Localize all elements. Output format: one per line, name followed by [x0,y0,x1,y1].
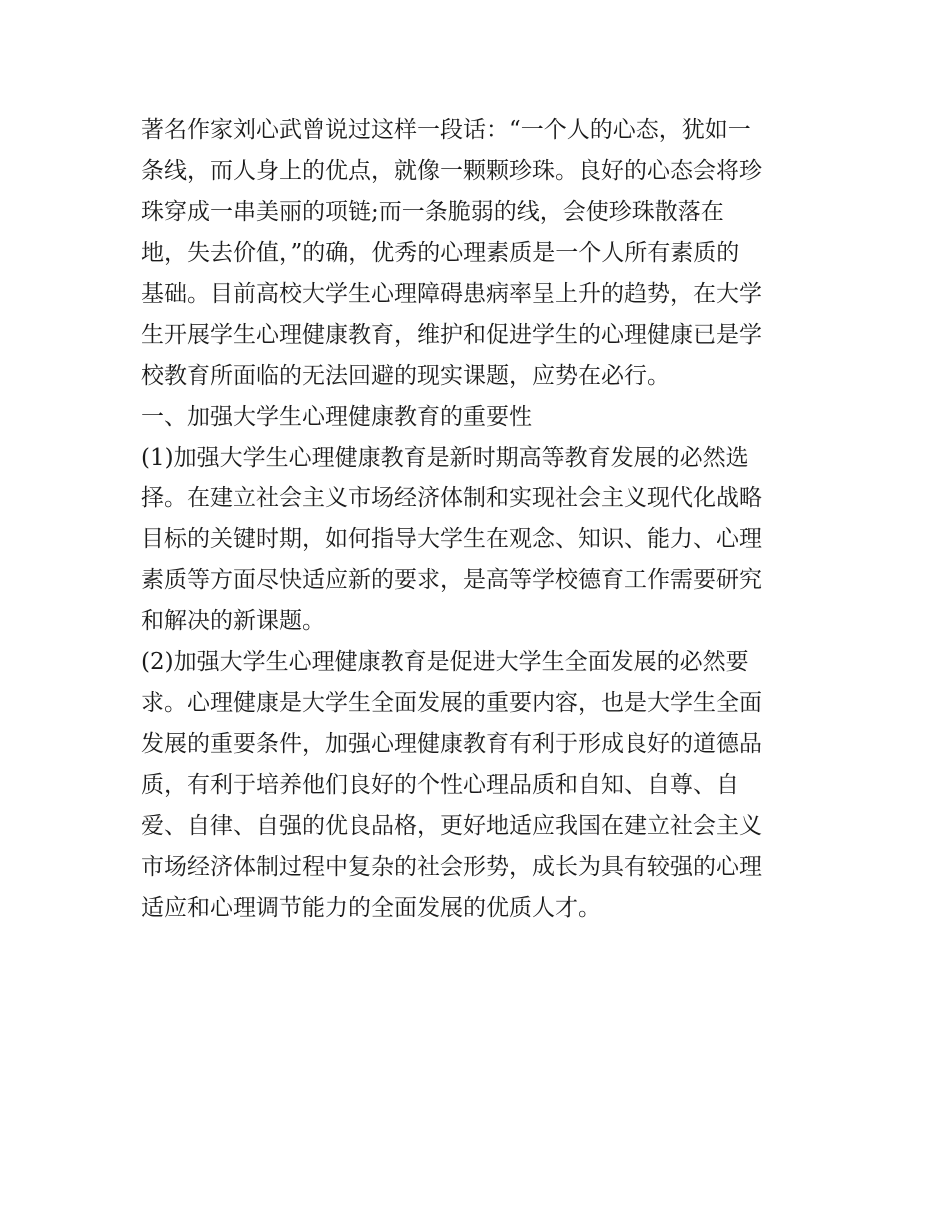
point-2-line-7: 适应和心理调节能力的全面发展的优质人才。 [141,894,601,921]
point-2-line-6: 市场经济体制过程中复杂的社会形势，成长为具有较强的心理 [141,853,762,880]
paragraph-1-line-4: 地，失去价值，”的确，优秀的心理素质是一个人所有素质的 [141,239,740,266]
paragraph-1-line-3: 珠穿成一串美丽的项链;而一条脆弱的线，会使珍珠散落在 [141,198,724,225]
point-2-line-4: 质，有利于培养他们良好的个性心理品质和自知、自尊、自 [141,772,739,798]
paragraph-1-line-1: 著名作家刘心武曾说过这样一段话：“一个人的心态，犹如一 [141,117,751,143]
point-2-line-2: 求。心理健康是大学生全面发展的重要内容，也是大学生全面 [141,690,762,717]
point-1-line-5: 和解决的新课题。 [141,608,325,635]
section-heading: 一、加强大学生心理健康教育的重要性 [141,403,532,430]
paragraph-1-line-6: 生开展学生心理健康教育，维护和促进学生的心理健康已是学 [141,321,762,348]
paragraph-1-line-7: 校教育所面临的无法回避的现实课题，应势在必行。 [141,362,670,389]
point-2-line-5: 爱、自律、自强的优良品格，更好地适应我国在建立社会主义 [141,812,762,839]
paragraph-1-line-2: 条线，而人身上的优点，就像一颗颗珍珠。良好的心态会将珍 [141,157,762,184]
document-body [141,110,821,929]
point-1-line-1: (1)加强大学生心理健康教育是新时期高等教育发展的必然选 [141,444,749,471]
point-1-line-2: 择。在建立社会主义市场经济体制和实现社会主义现代化战略 [141,485,762,512]
point-1-line-4: 素质等方面尽快适应新的要求，是高等学校德育工作需要研究 [141,567,762,594]
point-2-line-1: (2)加强大学生心理健康教育是促进大学生全面发展的必然要 [141,649,749,676]
point-2-line-3: 发展的重要条件，加强心理健康教育有利于形成良好的道德品 [141,731,762,758]
point-1-line-3: 目标的关键时期，如何指导大学生在观念、知识、能力、心理 [141,526,762,553]
paragraph-1-line-5: 基础。目前高校大学生心理障碍患病率呈上升的趋势，在大学 [141,280,762,307]
